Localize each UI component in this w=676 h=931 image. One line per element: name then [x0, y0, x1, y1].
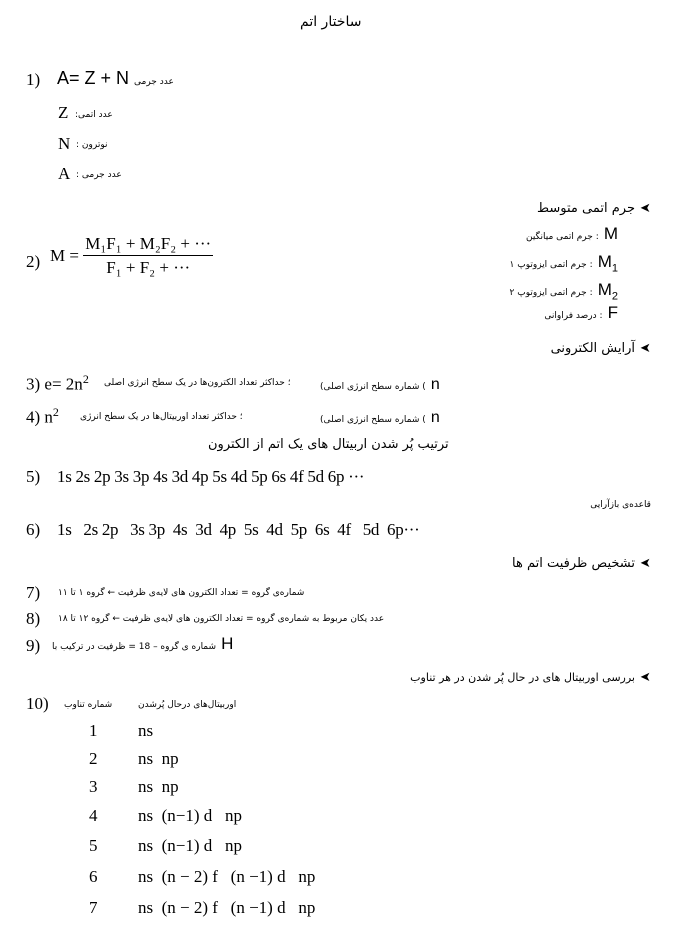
item-3-formula: 3) $e= 2n^2$ [26, 372, 89, 394]
m1-symbol: $M_1$ [597, 252, 618, 275]
orbital-review-label: بررسی اوربیتال های در حال پُر شدن در هر تناوب [410, 671, 635, 684]
table-row: 2 [89, 749, 98, 768]
item-10-number: 10) [26, 694, 49, 713]
page-title: ساختار اتم [300, 14, 362, 30]
m1-definition [510, 252, 618, 274]
table-row: ns np [138, 749, 179, 768]
item-2-numerator: M₁F₁ + M₂F₂ + ··· [83, 234, 213, 256]
item-4-n-def: n ) شماره سطح انرژی اصلی) [320, 409, 440, 426]
item-3-desc: ؛ حداکثر تعداد الکترون‌ها در یک سطح انرژی اصلی [104, 378, 291, 388]
table-row: 3 [89, 777, 98, 796]
table-row: ns (n−1) d np [138, 806, 243, 825]
item-2-denominator: F₁ + F₂ + ··· [106, 258, 191, 277]
item-7-desc: شماره‌ی گروه = تعداد الکترون های لایه‌ی ظرفیت ← گروه ۱ تا ۱۱ [58, 588, 305, 598]
item-9-desc: شماره ی گروه – 18 = ظرفیت در ترکیب با [52, 642, 217, 652]
item-7-number: 7) [26, 583, 41, 602]
avg-mass-label: جرم اتمی متوسط [537, 201, 635, 216]
bullet-icon: ➤ [640, 201, 651, 216]
a-desc: عدد جرمی : [76, 170, 122, 180]
a-symbol: A [58, 164, 71, 183]
item-2-formula [50, 234, 213, 278]
f-symbol: F [607, 303, 618, 322]
bullet-icon: ➤ [640, 670, 651, 685]
item-9-symbol: H [221, 634, 234, 653]
col-orbitals-header: اوربیتال‌های درحال پُرشدن [138, 700, 237, 710]
m2-definition [510, 280, 618, 302]
item-1-number: 1) [26, 70, 41, 89]
table-row: ns [138, 721, 154, 740]
item-8-desc: عدد یکان مربوط به شماره‌ی گروه = تعداد الکترون های لایه‌ی ظرفیت ← گروه ۱۲ تا ۱۸ [58, 614, 385, 624]
item-5-number: 5) [26, 467, 41, 486]
n-desc: نوترون : [76, 140, 108, 150]
item-9-number: 9) [26, 636, 41, 655]
item-8-number: 8) [26, 609, 41, 628]
bullet-icon: ➤ [640, 341, 651, 356]
orbital-order-heading: ترتیب پُر شدن اربیتال های یک اتم از الکترون [208, 437, 449, 452]
m-desc: : جرم اتمی میانگین [525, 232, 599, 242]
m2-symbol: $M_2$ [597, 280, 618, 303]
table-row: ns (n − 2) f (n −1) d np [138, 898, 316, 917]
item-1-note: عدد جرمی [134, 77, 174, 87]
z-desc: عدد اتمی: [75, 110, 113, 120]
n-symbol: N [58, 134, 71, 153]
electron-config-heading [551, 337, 651, 356]
valence-heading [512, 552, 651, 571]
item-5-formula: 1s 2s 2p 3s 3p 4s 3d 4p 5s 4d 5p 6s 4f 5d 6p ··· [57, 467, 365, 486]
item-4-formula: 4) $n^2$ [26, 405, 59, 427]
table-row: ns np [138, 777, 179, 796]
item-2-fraction [83, 234, 213, 278]
aufbau-label: قاعده‌ی بازآرایی [590, 500, 651, 510]
electron-config-label: آرایش الکترونی [550, 341, 635, 356]
table-row: 6 [89, 867, 98, 886]
item-4-desc: ؛ حداکثر تعداد اوربیتال‌ها در یک سطح انرژی [80, 412, 243, 422]
table-row: 7 [89, 898, 98, 917]
item-2-lhs: M = [50, 246, 79, 265]
f-definition [544, 303, 618, 323]
item-6-number: 6) [26, 520, 41, 539]
table-row: 5 [89, 836, 98, 855]
item-6-formula: 1s 2s 2p 3s 3p 4s 3d 4p 5s 4d 5p 6s 4f 5d 6p··· [57, 520, 420, 539]
item-2-number: 2) [26, 252, 41, 271]
m-definition [526, 224, 618, 244]
table-row: 1 [89, 721, 98, 740]
table-row: ns (n−1) d np [138, 836, 243, 855]
m2-desc: : جرم اتمی ایزوتوپ ۲ [509, 288, 593, 298]
valence-label: تشخیص ظرفیت اتم ها [512, 556, 635, 571]
col-period-header: شماره تناوب [64, 700, 113, 710]
f-desc: : درصد فراوانی [544, 311, 603, 321]
item-1-formula: A= Z + N [57, 68, 130, 88]
item-9-line [52, 634, 233, 654]
bullet-icon: ➤ [640, 556, 651, 571]
item-3-n-def: n ) شماره سطح انرژی اصلی) [320, 376, 440, 393]
avg-mass-heading [537, 197, 651, 216]
z-symbol: Z [58, 103, 69, 122]
table-row: 4 [89, 806, 98, 825]
m1-desc: : جرم اتمی ایزوتوپ ۱ [509, 260, 593, 270]
table-row: ns (n − 2) f (n −1) d np [138, 867, 316, 886]
m-symbol: M [603, 224, 618, 243]
orbital-review-heading [410, 666, 651, 685]
